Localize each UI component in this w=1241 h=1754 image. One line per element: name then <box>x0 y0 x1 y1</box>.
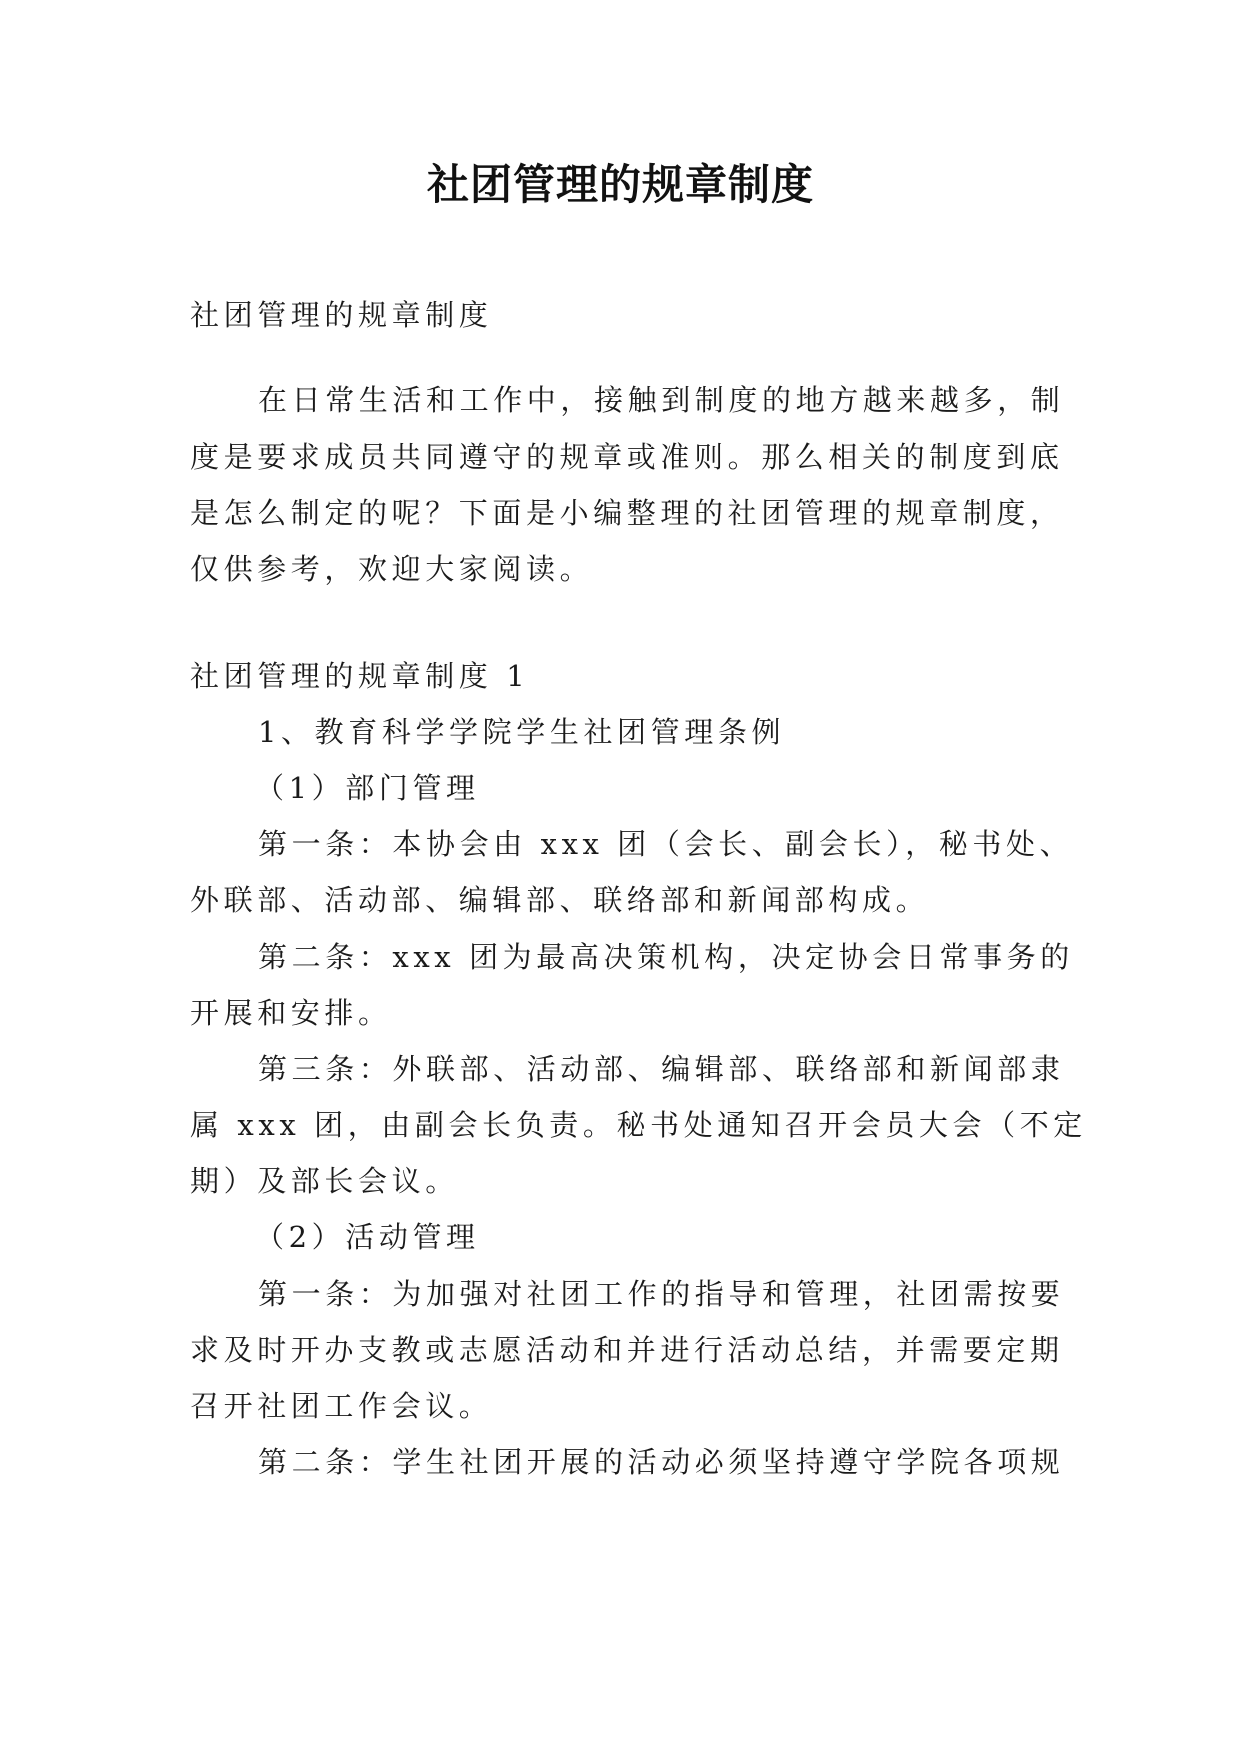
article-line: 第二条：xxx 团为最高决策机构，决定协会日常事务的 <box>258 940 1074 974</box>
article-line: 求及时开办支教或志愿活动和并进行活动总结，并需要定期 <box>190 1333 1064 1367</box>
item-heading: 1、教育科学学院学生社团管理条例 <box>258 715 786 749</box>
part-heading: （2）活动管理 <box>255 1220 480 1254</box>
part-heading: （1）部门管理 <box>255 771 480 805</box>
document-title: 社团管理的规章制度 <box>426 160 814 209</box>
article-line: 第一条：本协会由 xxx 团（会长、副会长），秘书处、 <box>258 827 1074 861</box>
intro-line: 仅供参考，欢迎大家阅读。 <box>190 552 594 586</box>
article-line: 属 xxx 团，由副会长负责。秘书处通知召开会员大会（不定 <box>190 1108 1087 1142</box>
intro-line: 度是要求成员共同遵守的规章或准则。那么相关的制度到底 <box>190 440 1064 474</box>
article-line: 第三条：外联部、活动部、编辑部、联络部和新闻部隶 <box>258 1052 1065 1086</box>
article-line: 开展和安排。 <box>190 996 392 1030</box>
intro-line: 是怎么制定的呢？下面是小编整理的社团管理的规章制度， <box>190 496 1064 530</box>
article-line: 第二条：学生社团开展的活动必须坚持遵守学院各项规 <box>258 1445 1065 1479</box>
article-line: 外联部、活动部、编辑部、联络部和新闻部构成。 <box>190 883 930 917</box>
article-line: 召开社团工作会议。 <box>190 1389 493 1423</box>
section-heading: 社团管理的规章制度 1 <box>190 659 530 693</box>
intro-line: 在日常生活和工作中，接触到制度的地方越来越多，制 <box>258 383 1065 417</box>
article-line: 期）及部长会议。 <box>190 1164 459 1198</box>
document-subtitle: 社团管理的规章制度 <box>190 298 493 332</box>
article-line: 第一条：为加强对社团工作的指导和管理，社团需按要 <box>258 1277 1065 1311</box>
